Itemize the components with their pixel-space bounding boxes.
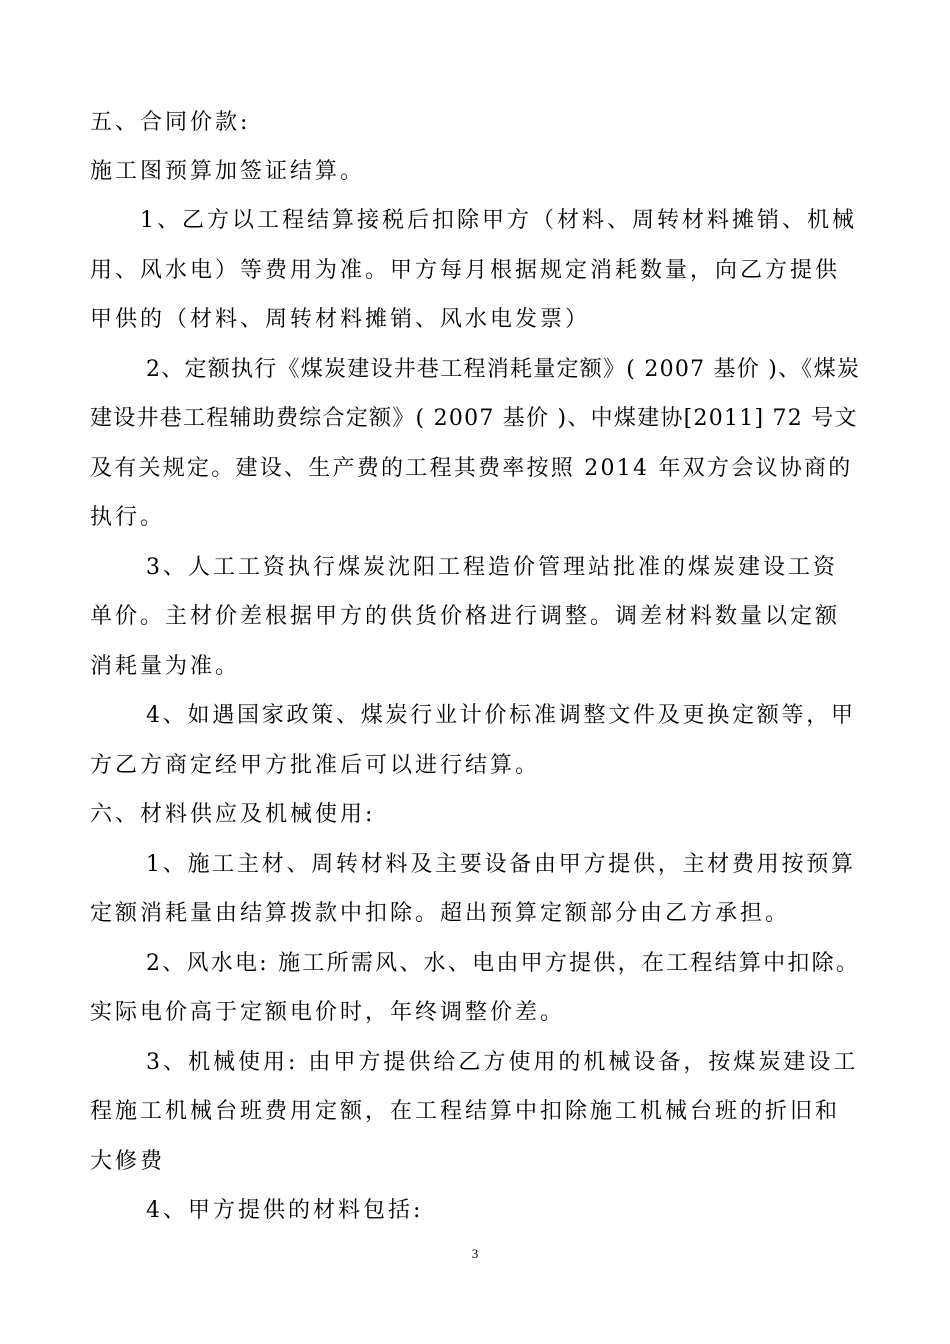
paragraph-line: 大修费 [90,1149,166,1174]
paragraph-line: 实际电价高于定额电价时，年终调整价差。 [90,1000,566,1025]
paragraph-line: 程施工机械台班费用定额，在工程结算中扣除施工机械台班的折旧和 [90,1099,841,1124]
paragraph-line: 1、施工主材、周转材料及主要设备由甲方提供，主材费用按预算 [146,852,856,877]
paragraph-line: 2、定额执行《煤炭建设井巷工程消耗量定额》( 2007 基价 )、《煤炭 [146,357,861,382]
paragraph-line: 甲供的（材料、周转材料摊销、风水电发票） [90,307,591,332]
paragraph-line: 方乙方商定经甲方批准后可以进行结算。 [90,753,541,778]
paragraph-line: 单价。主材价差根据甲方的供货价格进行调整。调差材料数量以定额 [90,604,841,629]
paragraph-line: 用、风水电）等费用为准。甲方每月根据规定消耗数量，向乙方提供 [90,258,841,283]
page-number: 3 [471,1246,479,1261]
section-heading-materials: 六、材料供应及机械使用: [90,802,376,827]
paragraph-line: 定额消耗量由结算拨款中扣除。超出预算定额部分由乙方承担。 [90,901,791,926]
paragraph-line: 1、乙方以工程结算接税后扣除甲方（材料、周转材料摊销、机械 [140,208,857,233]
paragraph-line: 执行。 [90,505,166,530]
paragraph-line: 4、甲方提供的材料包括: [146,1198,424,1223]
paragraph-line: 4、如遇国家政策、煤炭行业计价标准调整文件及更换定额等，甲 [146,703,856,728]
paragraph-line: 消耗量为准。 [90,654,241,679]
section-heading-contract-price: 五、合同价款: [90,110,251,135]
paragraph-line: 2、风水电: 施工所需风、水、电由甲方提供，在工程结算中扣除。 [146,951,861,976]
paragraph-line: 3、人工工资执行煤炭沈阳工程造价管理站批准的煤炭建设工资 [146,555,838,580]
paragraph-line: 3、机械使用: 由甲方提供给乙方使用的机械设备，按煤炭建设工 [146,1050,859,1075]
paragraph-line: 及有关规定。建设、生产费的工程其费率按照 2014 年双方会议协商的 [90,456,853,481]
paragraph-line: 建设井巷工程辅助费综合定额》( 2007 基价 )、中煤建协[2011] 72 号文 [90,406,858,431]
paragraph-line: 施工图预算加签证结算。 [90,159,366,184]
